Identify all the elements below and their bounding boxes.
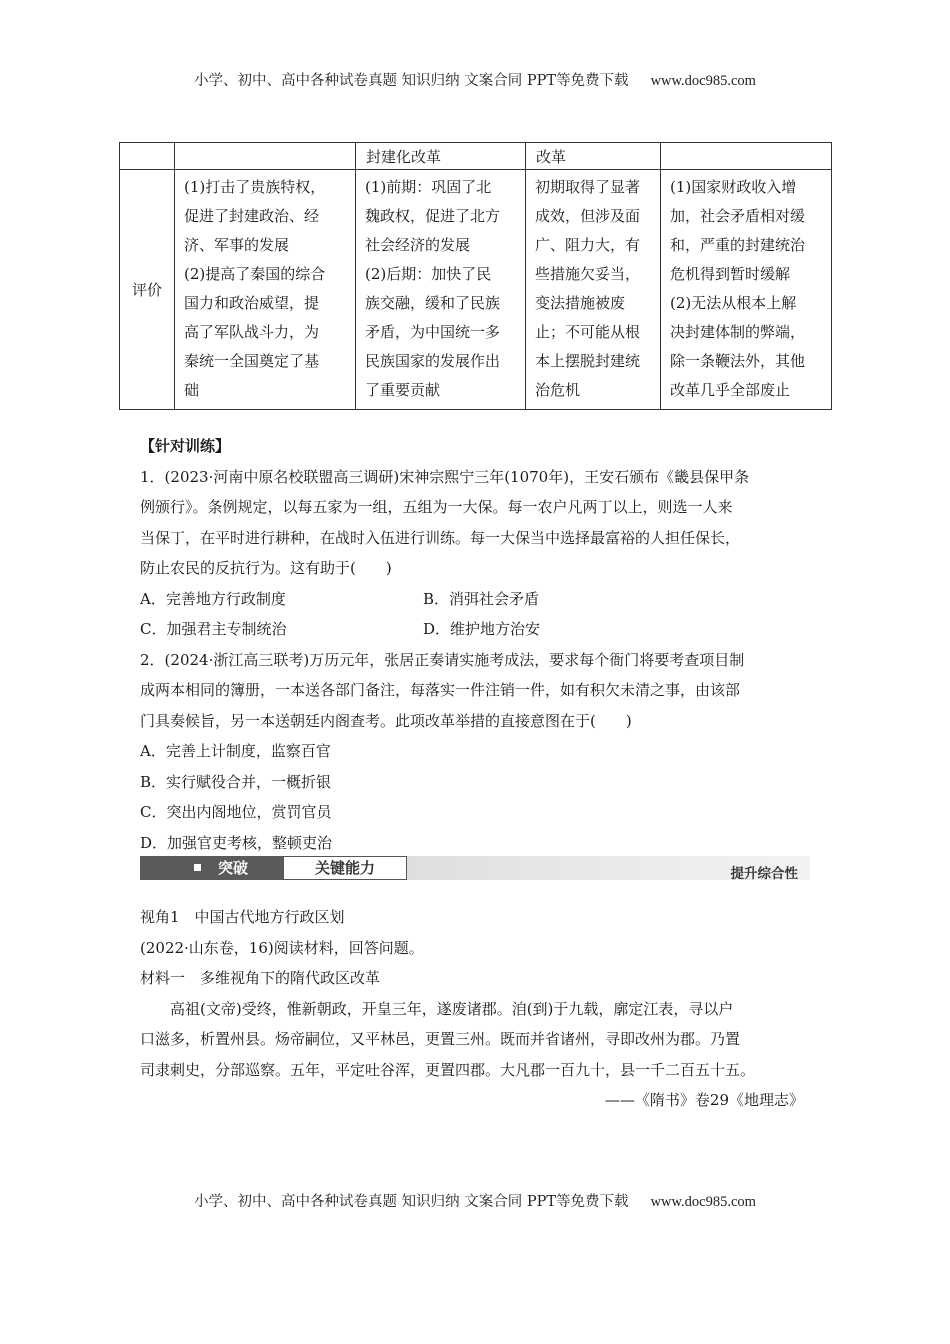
header-text: 小学、初中、高中各种试卷真题 知识归纳 文案合同 PPT等免费下载 <box>194 73 629 89</box>
material-line: 司隶刺史，分部巡察。五年，平定吐谷浑，更置四郡。大凡郡一百九十，县一千二百五十五。 <box>140 1060 756 1079</box>
cell-line: 决封建体制的弊端， <box>670 323 806 341</box>
cell-line: (1)国家财政收入增 <box>670 178 797 196</box>
question-line: 2．(2024·浙江高三联考)万历元年，张居正奏请实施考成法，要求每个衙门将要考查项目制 <box>140 650 745 669</box>
table-header-cell: 封建化改革 <box>356 143 526 170</box>
cell-line: 成效，但涉及面 <box>535 207 641 225</box>
material-title: 材料一 多维视角下的隋代政区改革 <box>140 969 381 987</box>
section-banner <box>140 856 810 880</box>
question-line: 例颁行》。条例规定，以每五家为一组，五组为一大保。每一农户凡两丁以上，则选一人来 <box>140 498 733 516</box>
cell-line: (2)无法从根本上解 <box>670 294 797 312</box>
cell-line: 秦统一全国奠定了基 <box>184 352 320 370</box>
option-a[interactable]: A．完善上计制度，监察百官 <box>140 742 331 760</box>
page-header <box>0 69 950 90</box>
cell-line: 加，社会矛盾相对缓 <box>670 207 806 225</box>
material-line: 口滋多，析置州县。炀帝嗣位，又平林邑，更置三州。既而并省诸州，寻即改州为郡。乃置 <box>140 1030 741 1048</box>
cell-line: 促进了封建政治、经 <box>184 207 320 225</box>
row-label-evaluation: 评价 <box>120 170 175 410</box>
cell-line: (1)打击了贵族特权， <box>184 178 326 196</box>
cell-line: 高了军队战斗力，为 <box>184 323 320 341</box>
table-header-cell <box>120 143 175 170</box>
cell-line: (1)前期：巩固了北 <box>365 178 492 196</box>
cell-line: 除一条鞭法外，其他 <box>670 352 806 370</box>
table-header-cell <box>175 143 356 170</box>
cell-line: 魏政权，促进了北方 <box>365 207 501 225</box>
footer-url[interactable]: www.doc985.com <box>650 1194 756 1210</box>
square-bullet-icon <box>194 864 201 871</box>
material-line: 高祖(文帝)受终，惟新朝政，开皇三年，遂废诸郡。洎(到)于九载，廓定江表，寻以户 <box>170 999 734 1018</box>
cell-line: 广、阻力大，有 <box>535 236 641 254</box>
option-d[interactable]: D．维护地方治安 <box>423 620 541 638</box>
page-footer <box>0 1190 950 1211</box>
cell-line: 本上摆脱封建统 <box>535 352 641 370</box>
question-line: 1．(2023·河南中原名校联盟高三调研)宋神宗熙宁三年(1070年)，王安石颁布《畿县保甲条 <box>140 467 750 486</box>
question-line: 当保丁，在平时进行耕种，在战时入伍进行训练。每一大保当中选择最富裕的人担任保长， <box>140 528 741 547</box>
cell-line: (2)后期：加快了民 <box>365 265 492 283</box>
table-cell <box>175 170 356 410</box>
material-source: ——《隋书》卷29《地理志》 <box>604 1091 804 1109</box>
cell-line: 族交融，缓和了民族 <box>365 294 501 312</box>
cell-line: 了重要贡献 <box>365 381 441 399</box>
cell-line: 治危机 <box>535 381 581 399</box>
cell-line: 和，严重的封建统治 <box>670 236 806 254</box>
table-header-row <box>120 143 832 170</box>
cell-line: 些措施欠妥当， <box>535 265 641 283</box>
cell-line: 矛盾，为中国统一多 <box>365 323 501 341</box>
cell-line: 础 <box>184 381 200 399</box>
practice-section <box>140 431 812 858</box>
table-cell <box>526 170 661 410</box>
section-intro: (2022·山东卷，16)阅读材料，回答问题。 <box>140 938 424 957</box>
option-b[interactable]: B．消弭社会矛盾 <box>423 589 540 608</box>
banner-dark-tab <box>140 856 283 880</box>
question-1 <box>140 462 812 645</box>
banner-light-text: 关键能力 <box>283 856 407 880</box>
perspective-section <box>140 902 812 1116</box>
practice-title: 【针对训练】 <box>140 437 231 455</box>
cell-line: 改革几乎全部废止 <box>670 381 791 399</box>
option-c[interactable]: C．加强君主专制统治 <box>140 620 287 638</box>
cell-line: 危机得到暂时缓解 <box>670 265 791 283</box>
cell-line: 民族国家的发展作出 <box>365 352 501 370</box>
table-cell <box>661 170 832 410</box>
option-c[interactable]: C．突出内阁地位，赏罚官员 <box>140 803 332 821</box>
table-header-cell <box>661 143 832 170</box>
table-header-cell: 改革 <box>526 143 661 170</box>
question-line: 门具奏候旨，另一本送朝廷内阁查考。此项改革举措的直接意图在于( ) <box>140 711 632 730</box>
footer-text: 小学、初中、高中各种试卷真题 知识归纳 文案合同 PPT等免费下载 <box>194 1194 629 1210</box>
table-cell <box>356 170 526 410</box>
cell-line: 止；不可能从根 <box>535 323 641 341</box>
question-line: 防止农民的反抗行为。这有助于( ) <box>140 559 392 577</box>
cell-line: 社会经济的发展 <box>365 236 471 254</box>
question-line: 成两本相同的簿册，一本送各部门备注，每落实一件注销一件，如有积欠未清之事，由该部 <box>140 681 741 699</box>
table-row <box>120 170 832 410</box>
question-2 <box>140 645 812 859</box>
option-b[interactable]: B．实行赋役合并，一概折银 <box>140 772 332 791</box>
options-row <box>140 614 812 645</box>
banner-right-text: 提升综合性 <box>730 866 798 882</box>
cell-line: 国力和政治威望，提 <box>184 294 320 312</box>
cell-line: 济、军事的发展 <box>184 236 290 254</box>
evaluation-table <box>119 142 832 410</box>
cell-line: 变法措施被废 <box>535 294 626 312</box>
option-d[interactable]: D．加强官吏考核，整顿吏治 <box>140 833 333 852</box>
options-row <box>140 584 812 615</box>
cell-line: (2)提高了秦国的综合 <box>184 265 326 283</box>
header-url[interactable]: www.doc985.com <box>650 73 756 89</box>
banner-dark-text: 突破 <box>218 859 249 877</box>
section-title: 视角1 中国古代地方行政区划 <box>140 908 345 926</box>
cell-line: 初期取得了显著 <box>535 178 641 196</box>
option-a[interactable]: A．完善地方行政制度 <box>140 589 286 608</box>
